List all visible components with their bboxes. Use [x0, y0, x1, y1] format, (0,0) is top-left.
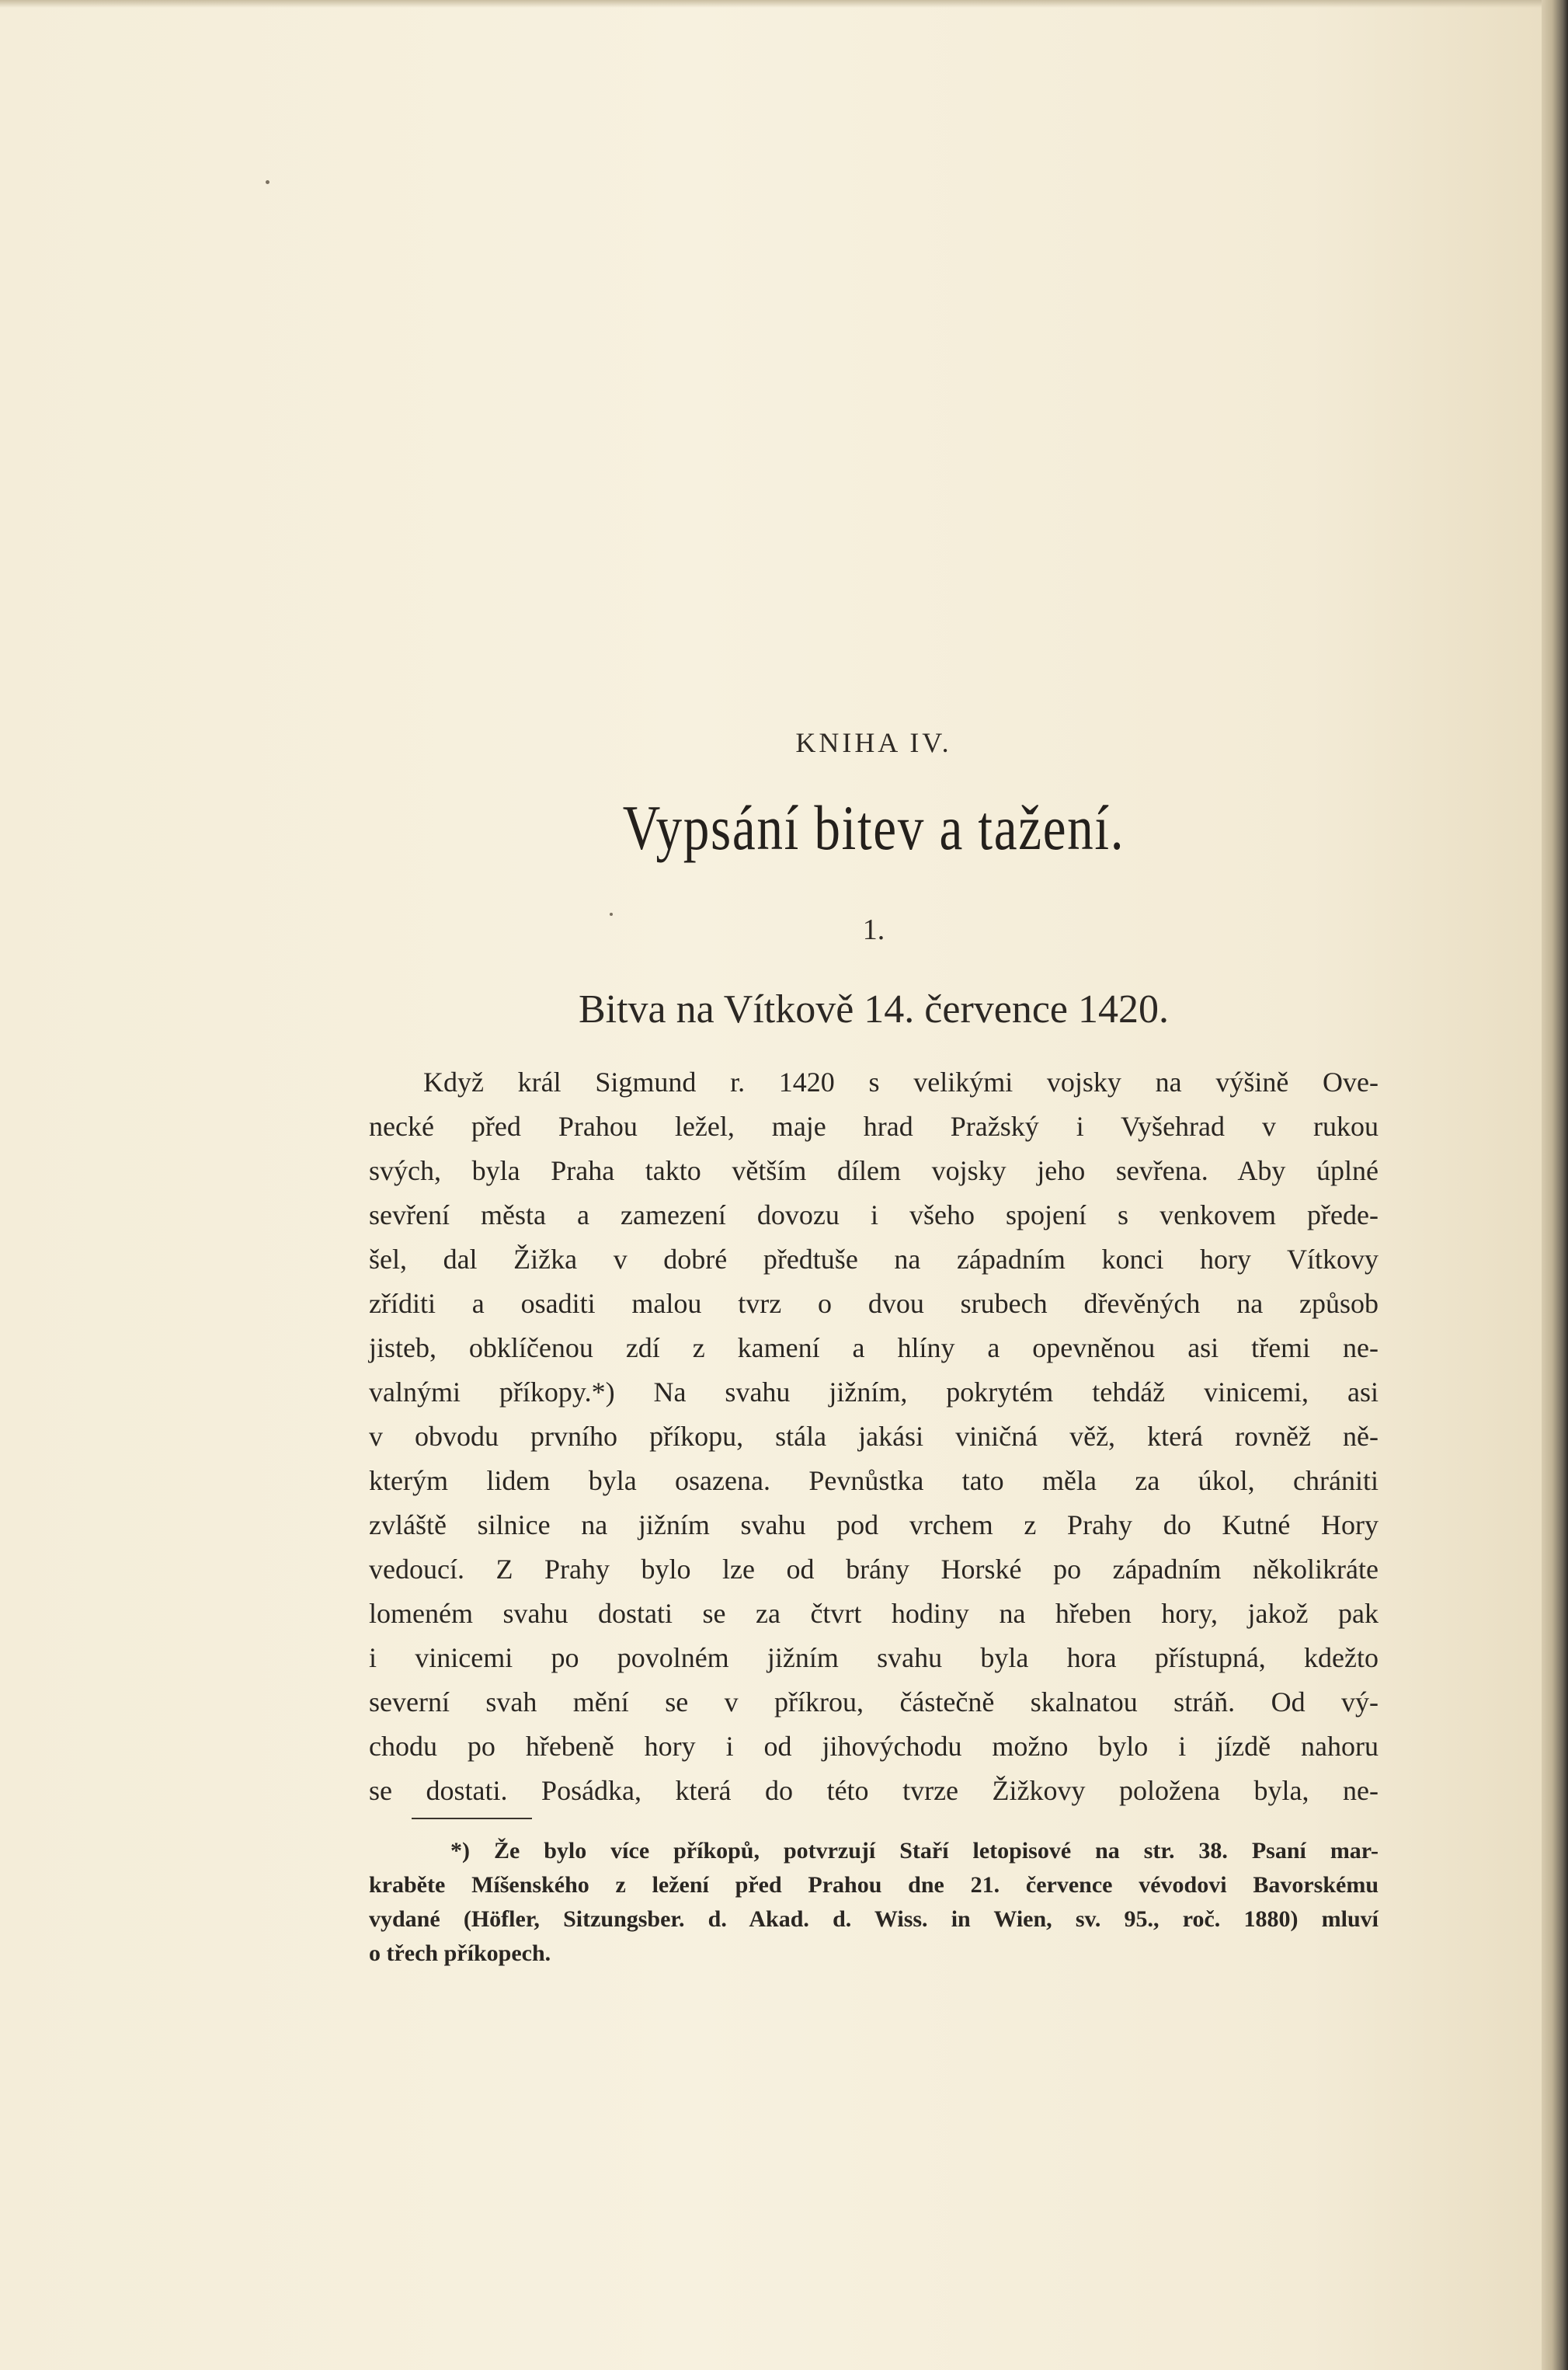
paragraph-line: šel, dal Žižka v dobré předtuše na západním konci hory Vítkovy [369, 1244, 1379, 1275]
footnote-line: vydané (Höfler, Sitzungsber. d. Akad. d. Wiss. in Wien, sv. 95., roč. 1880) mluví [369, 1906, 1379, 1932]
chapter-title: Vypsání bitev a tažení. [622, 792, 1125, 863]
paragraph-line: jisteb, obklíčenou zdí z kamení a hlíny a opevněnou asi třemi ne- [369, 1332, 1379, 1363]
paragraph-line: svých, byla Praha takto větším dílem vojsky jeho sevřena. Aby úplné [369, 1155, 1379, 1186]
paragraph-line: lomeném svahu dostati se za čtvrt hodiny na hřeben hory, jakož pak [369, 1598, 1379, 1629]
section-title: Bitva na Vítkově 14. července 1420. [578, 987, 1170, 1032]
footnote-line: kraběte Míšenského z ležení před Prahou dne 21. července vévodovi Bavorskému [369, 1872, 1379, 1898]
paragraph-line: necké před Prahou ležel, maje hrad Pražský i Vyšehrad v rukou [369, 1111, 1379, 1142]
book-label: KNIHA IV. [795, 727, 952, 758]
section-number: 1. [862, 914, 885, 946]
paragraph-line: zvláště silnice na jižním svahu pod vrchem z Prahy do Kutné Hory [369, 1509, 1379, 1540]
paragraph-line: kterým lidem byla osazena. Pevnůstka tato měla za úkol, chrániti [369, 1465, 1379, 1496]
footnote-rule [412, 1818, 532, 1819]
paragraph-line: valnými příkopy.*) Na svahu jižním, pokrytém tehdáž vinicemi, asi [369, 1376, 1379, 1408]
paragraph-line: Když král Sigmund r. 1420 s velikými vojsky na výšině Ove- [423, 1067, 1379, 1098]
page-top-edge [0, 0, 1568, 8]
paragraph-line: severní svah mění se v příkrou, částečně skalnatou stráň. Od vý- [369, 1686, 1379, 1717]
paragraph-line: sevření města a zamezení dovozu i všeho spojení s venkovem přede- [369, 1199, 1379, 1230]
paragraph-line: zříditi a osaditi malou tvrz o dvou srubech dřevěných na způsob [369, 1288, 1379, 1319]
paragraph-line: v obvodu prvního příkopu, stála jakási viničná věž, která rovněž ně- [369, 1421, 1379, 1452]
page-binding-edge [1542, 0, 1568, 2370]
paper-speck [266, 180, 269, 184]
footnote-line: *) Že bylo více příkopů, potvrzují Staří letopisové na str. 38. Psaní mar- [450, 1838, 1379, 1864]
footnote-line: o třech příkopech. [369, 1940, 551, 1966]
paragraph-line: i vinicemi po povolném jižním svahu byla hora přístupná, kdežto [369, 1642, 1379, 1673]
paragraph-line: chodu po hřebeně hory i od jihovýchodu možno bylo i jízdě nahoru [369, 1731, 1379, 1762]
paragraph-line: se dostati. Posádka, která do této tvrze Žižkovy položena byla, ne- [369, 1775, 1379, 1806]
paragraph-line: vedoucí. Z Prahy bylo lze od brány Horské po západním několikráte [369, 1554, 1379, 1585]
